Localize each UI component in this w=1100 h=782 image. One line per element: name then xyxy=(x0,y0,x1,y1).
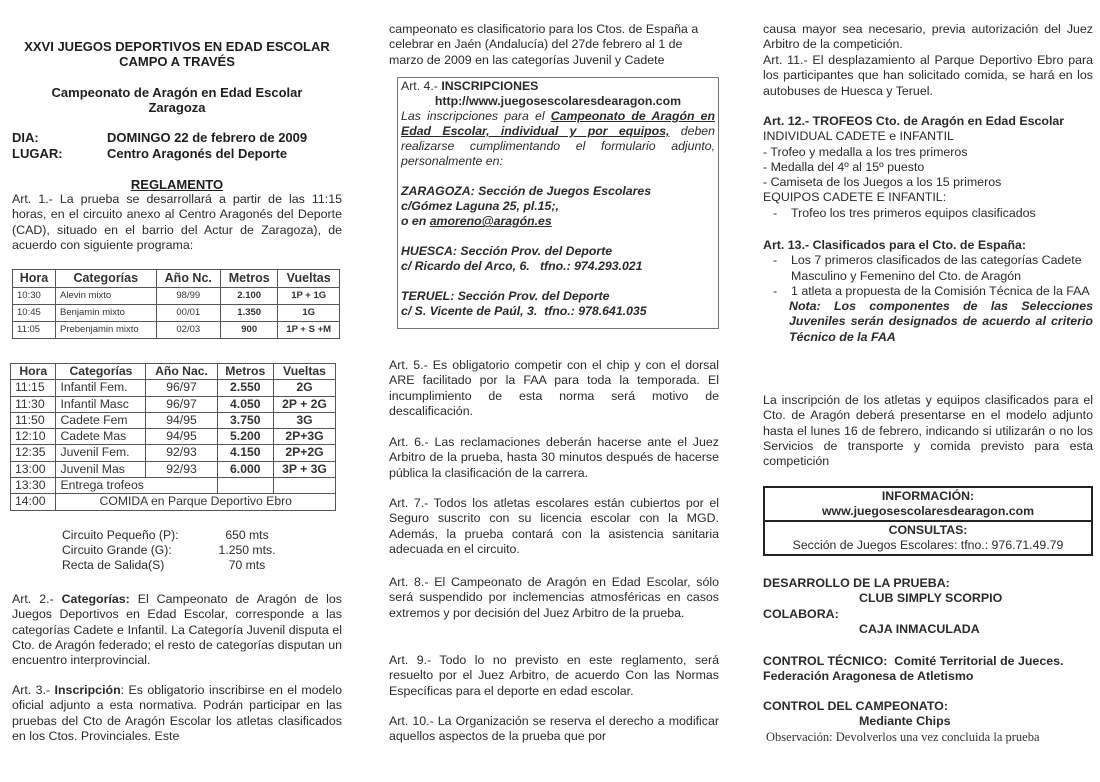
table-row: 12:10 Cadete Mas 94/95 5.200 2P+3G xyxy=(11,429,336,445)
inscripciones-url-link[interactable]: http://www.juegosescolaresdearagon.com xyxy=(434,94,682,108)
article-1: Art. 1.- La prueba se desarrollará a partir de las 11:15 horas, en el circuito anexo al Centro Aragonés del Deporte (CAD), situado en el barrio del Actur de Zaragoza), de acuerdo con siguiente programa: xyxy=(12,192,342,252)
article-9: Art. 9.- Todo lo no previsto en este reglamento, será resuelto por el Juez Arbitro, de acuerdo Con las Normas Específicas para el deporte en edad escolar. xyxy=(389,653,719,698)
list-item: - Los 7 primeros clasificados de las categorías Cadete Masculino y Femenino del Cto. de Aragón xyxy=(773,253,1082,283)
info-box: INFORMACIÓN: www.juegosescolaresdearagon.com CONSULTAS: Sección de Juegos Escolares: tfno.: 976.71.49.79 xyxy=(763,486,1093,556)
document-subtitle: Campeonato de Aragón en Edad Escolar Zaragoza xyxy=(51,85,303,115)
venue-row: LUGAR: Centro Aragonés del Deporte xyxy=(12,146,288,161)
article-11: Art. 11.- El desplazamiento al Parque Deportivo Ebro para los participantes que han solicitado comida, se hará en los autobuses de Huesca y Teruel. xyxy=(763,53,1093,98)
schedule-table-young xyxy=(12,269,340,339)
article-4-title: Art. 4.- INSCRIPCIONES xyxy=(401,79,539,93)
reglamento-heading: REGLAMENTO xyxy=(130,177,224,192)
document-title: XXVI JUEGOS DEPORTIVOS EN EDAD ESCOLAR CAMPO A TRAVÉS xyxy=(24,39,330,69)
note: Nota: Los componentes de las Selecciones Juveniles serán designados de acuerdo al criterio Técnico de la FAA xyxy=(789,299,1093,344)
list-item: - 1 atleta a propuesta de la Comisión Técnica de la FAA xyxy=(773,283,1090,298)
table-row: 11:05 Prebenjamin mixto 02/03 900 1P + S +M xyxy=(13,322,340,339)
list-item: - Medalla del 4º al 15º puesto xyxy=(763,159,925,174)
article-8: Art. 8.- El Campeonato de Aragón en Edad Escolar, sólo será suspendido por inclemencias atmosféricas en casos extremos y por decisión del Juez Arbitro de la prueba. xyxy=(389,575,719,620)
control-tecnico: CONTROL TÉCNICO: Comité Territorial de Jueces. Federación Aragonesa de Atletismo xyxy=(763,654,1064,684)
article-3-continued: campeonato es clasificatorio para los Ctos. de España a celebrar en Jaén (Andalucía) del 27de febrero al 1 de marzo de 2009 en las categorías Juvenil y Cadete xyxy=(389,22,699,67)
info-url-link[interactable]: www.juegosescolaresdearagon.com xyxy=(821,504,1035,518)
article-5: Art. 5.- Es obligatorio competir con el chip y con el dorsal ARE facilitado por la FAA para toda la temporada. El incumplimiento de esta norma será motivo de descalificación. xyxy=(389,358,719,418)
email-link[interactable]: amoreno@aragón.es xyxy=(429,214,552,228)
circuit-row: Circuito Pequeño (P): 650 mts xyxy=(62,528,269,542)
table-row: 11:50 Cadete Fem 94/95 3.750 3G xyxy=(11,412,336,428)
table-header-row: Hora Categorías Año Nc. Metros Vueltas xyxy=(13,270,340,288)
huesca-address: HUESCA: Sección Prov. del Deporte c/ Ricardo del Arco, 6. tfno.: 974.293.021 xyxy=(401,244,643,273)
circuit-row: Circuito Grande (G): 1.250 mts. xyxy=(62,543,276,557)
table-row-trofeos: 13:30 Entrega trofeos xyxy=(11,478,336,494)
article-7: Art. 7.- Todos los atletas escolares están cubiertos por el Seguro suscrito con su licencia escolar con la MGD. Además, la prueba contará con la asistencia sanitaria adecuada en el circuito. xyxy=(389,496,719,556)
zaragoza-address: ZARAGOZA: Sección de Juegos Escolares c/Gómez Laguna 25, pl.15;, o en amoreno@aragón.es xyxy=(401,184,652,228)
table-row: 12:35 Juvenil Fem. 92/93 4.150 2P+2G xyxy=(11,445,336,461)
article-10-continued: causa mayor sea necesario, previa autorización del Juez Arbitro de la competición. xyxy=(763,22,1093,52)
list-item: - Camiseta de los Juegos a los 15 primeros xyxy=(763,175,1002,190)
table-row-comida: 14:00 COMIDA en Parque Deportivo Ebro xyxy=(11,494,336,510)
schedule-table-main xyxy=(10,363,336,511)
inscripcion-clasificados: La inscripción de los atletas y equipos clasificados para el Cto. de Aragón deberá presentarse en el modelo adjunto hasta el lunes 16 de febrero, indicando si utilizarán o no los Servicios de transporte y comida previsto para esta competición xyxy=(763,393,1093,469)
inscripciones-box xyxy=(397,77,719,329)
date-row: DIA: DOMINGO 22 de febrero de 2009 xyxy=(12,130,308,145)
article-13: Art. 13.- Clasificados para el Cto. de España: - Los 7 primeros clasificados de las categorías Cadete Masculino y Femenino del Cto. de Aragón - 1 atleta a propuesta de la Comisión Técnica de la FAA Nota: Los componentes de las Selecciones Juveniles serán designados de acuerdo al criterio Técnico de la FAA xyxy=(763,238,1093,344)
list-item: - Trofeo los tres primeros equipos clasificados xyxy=(773,205,1036,220)
article-2: Art. 2.- Categorías: El Campeonato de Aragón de los Juegos Deportivos en Edad Escolar, corresponde a las categorías Cadete e Infantil. La Categoría Juvenil disputa el Cto. de Aragón federado; el resto de categorías disputan un encuentro interprovincial. xyxy=(12,592,343,668)
inscripciones-intro: Las inscripciones para el Campeonato de Aragón en Edad Escolar, individual y por equipos, deben realizarse cumplimentando el formulario adjunto, personalmente en: xyxy=(401,109,715,168)
table-row: 11:15 Infantil Fem. 96/97 2.550 2G xyxy=(11,380,336,396)
article-6: Art. 6.- Las reclamaciones deberán hacerse ante el Juez Arbitro de la prueba, hasta 30 minutos después de hacerse pública la clasificación de la carrera. xyxy=(389,435,719,480)
table-row: 13:00 Juvenil Mas 92/93 6.000 3P + 3G xyxy=(11,461,336,477)
credits: DESARROLLO DE LA PRUEBA: CLUB SIMPLY SCORPIO COLABORA: CAJA INMACULADA xyxy=(763,576,1003,636)
article-10: Art. 10.- La Organización se reserva el derecho a modificar aquellos aspectos de la prueba que por xyxy=(389,714,719,744)
observation: Observación: Devolverlos una vez concluida la prueba xyxy=(766,729,1040,744)
table-header-row: Hora Categorías Año Nac. Metros Vueltas xyxy=(11,364,336,380)
article-12: Art. 12.- TROFEOS Cto. de Aragón en Edad Escolar INDIVIDUAL CADETE e INFANTIL - Trofeo y medalla a los tres primeros - Medalla del 4º al 15º puesto - Camiseta de los Juegos a los 15 primeros EQUIPOS CADETE E INFANTIL: - Trofeo los tres primeros equipos clasificados xyxy=(763,114,1093,221)
table-row: 10:45 Benjamin mixto 00/01 1.350 1G xyxy=(13,305,340,322)
circuit-row: Recta de Salida(S) 70 mts xyxy=(62,558,266,572)
list-item: - Trofeo y medalla a los tres primeros xyxy=(763,144,968,159)
article-3: Art. 3.- Inscripción: Es obligatorio inscribirse en el modelo oficial adjunto a esta normativa. Podrán participar en las pruebas del Cto de Aragón Escolar los atletas clasificados en los Ctos. Provinciales. Este xyxy=(12,683,342,743)
table-row: 11:30 Infantil Masc 96/97 4.050 2P + 2G xyxy=(11,396,336,412)
table-row: 10:30 Alevin mixto 98/99 2.100 1P + 1G xyxy=(13,288,340,305)
control-campeonato: CONTROL DEL CAMPEONATO: Mediante Chips Observación: Devolverlos una vez concluida la prueba xyxy=(763,699,1093,745)
circuit-lengths xyxy=(62,528,302,573)
teruel-address: TERUEL: Sección Prov. del Deporte c/ S. Vicente de Paúl, 3. tfno.: 978.641.035 xyxy=(401,289,647,318)
